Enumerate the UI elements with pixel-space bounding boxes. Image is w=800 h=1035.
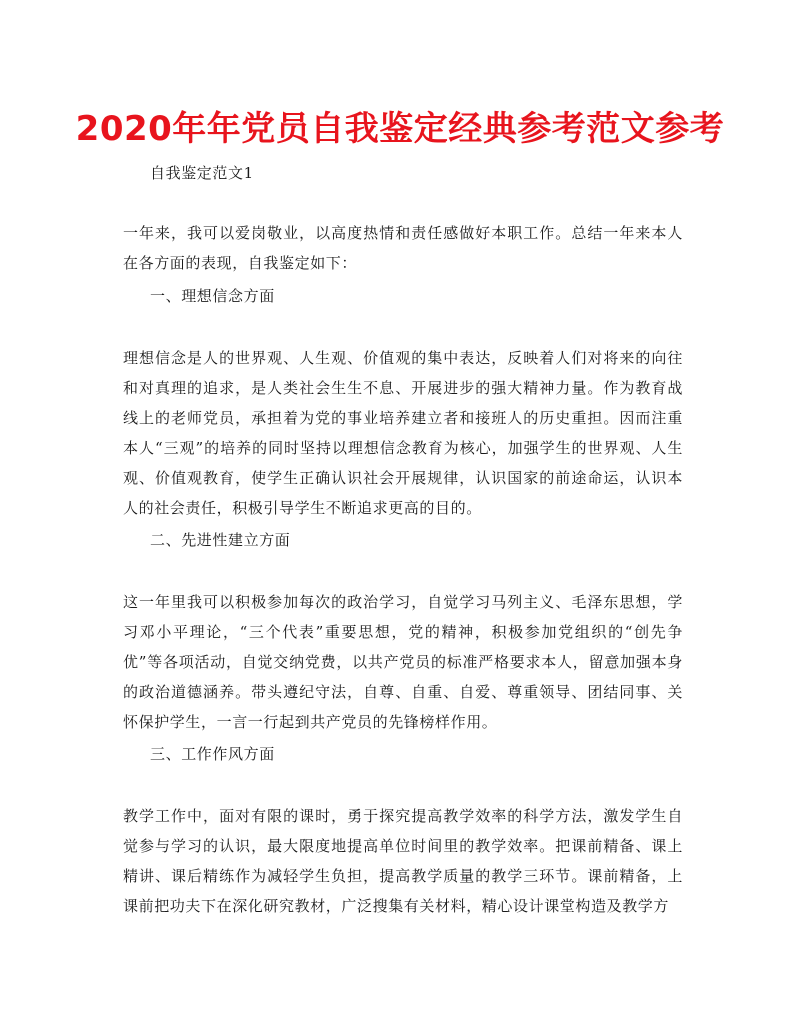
section-body-2: 这一年里我可以积极参加每次的政治学习，自觉学习马列主义、毛泽东思想，学习邓小平理论，“三个代表”重要思想，党的精神，积极参加党组织的“创先争优”等各项活动，自觉交纳党费，以共产党员的标准严格要求本人，留意加强本身的政治道德涵养。带头遵纪守法，自尊、自重、自爱、尊重领导、团结同事、关怀保护学生，一言一行起到共产党员的先锋榜样作用。 xyxy=(123,593,683,731)
section-body-1: 理想信念是人的世界观、人生观、价值观的集中表达，反映着人们对将来的向往和对真理的追求，是人类社会生生不息、开展进步的强大精神力量。作为教育战线上的老师党员，承担着为党的事业培养建立者和接班人的历史重担。因而注重本人“三观”的培养的同时坚持以理想信念教育为核心，加强学生的世界观、人生观、价值观教育，使学生正确认识社会开展规律，认识国家的前途命运，认识本人的社会责任，积极引导学生不断追求更高的目的。 xyxy=(123,349,683,517)
section-body-3: 教学工作中，面对有限的课时，勇于探究提高教学效率的科学方法，激发学生自觉参与学习的认识，最大限度地提高单位时间里的教学效率。把课前精备、课上精讲、课后精练作为减轻学生负担，提高教学质量的教学三环节。课前精备，上课前把功夫下在深化研究教材，广泛搜集有关材料，精心设计课堂构造及教学方 xyxy=(123,807,683,915)
section-heading-2: 二、先进性建立方面 xyxy=(150,531,291,549)
document-title: 2020年年党员自我鉴定经典参考范文参考 xyxy=(75,109,725,149)
section-heading-1: 一、理想信念方面 xyxy=(150,287,275,305)
intro-paragraph: 一年来，我可以爱岗敬业，以高度热情和责任感做好本职工作。总结一年来本人在各方面的表现，自我鉴定如下： xyxy=(123,224,683,272)
section-heading-3: 三、工作作风方面 xyxy=(150,745,275,763)
subtitle: 自我鉴定范文1 xyxy=(150,164,254,182)
